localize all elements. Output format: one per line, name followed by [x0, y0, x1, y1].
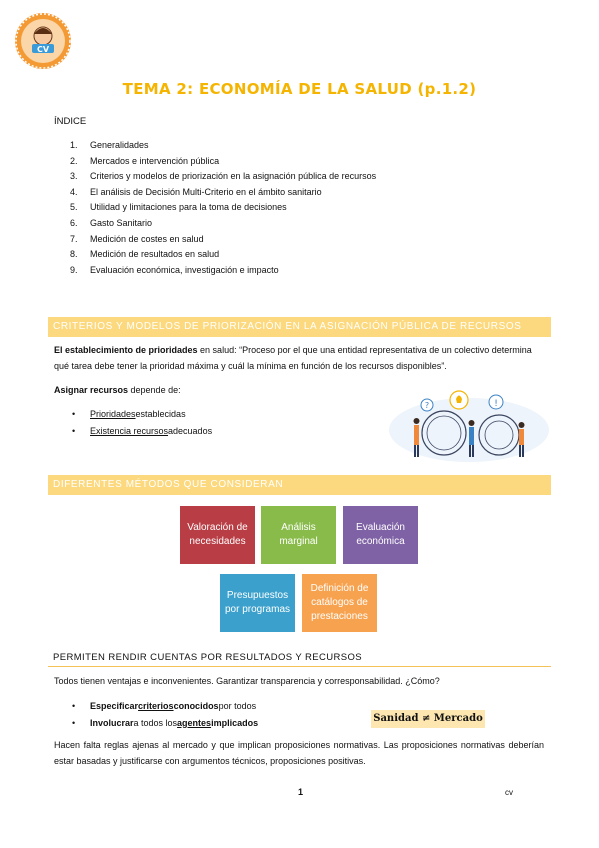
- asignar-bullets: [72, 405, 212, 439]
- index-item: 4. El análisis de Decisión Multi-Criterio en el ámbito sanitario: [70, 186, 322, 197]
- index-item: 8. Medición de resultados en salud: [70, 249, 220, 260]
- index-item: 1. Generalidades: [70, 140, 149, 150]
- index-item: 2. Mercados e intervención pública: [70, 155, 220, 166]
- index-item: 6. Gasto Sanitario: [70, 217, 153, 228]
- method-box-analisis: Análisis marginal: [261, 506, 336, 564]
- index-item: 5. Utilidad y limitaciones para la toma de decisiones: [70, 202, 287, 213]
- sanidad-mercado-formula: Sanidad ≠ Mercado: [371, 710, 485, 728]
- ventajas-paragraph: Todos tienen ventajas e inconvenientes. Garantizar transparencia y corresponsabilidad. ¿Cómo?: [54, 676, 440, 686]
- list-item: • Especificar criterios conocidos por todos: [72, 700, 257, 711]
- como-bullets: [72, 697, 258, 731]
- people-ideas-illustration-icon: [384, 385, 549, 463]
- method-box-valoracion: Valoración de necesidades: [180, 506, 255, 564]
- page-title: TEMA 2: ECONOMÍA DE LA SALUD (p.1.2): [122, 80, 477, 98]
- list-item: • Prioridades establecidas: [72, 408, 186, 419]
- asignar-paragraph: Asignar recursos depende de:: [54, 385, 181, 395]
- svg-text:?: ?: [424, 401, 430, 410]
- index-item: 9. Evaluación económica, investigación e impacto: [70, 264, 279, 275]
- method-box-catalogos: Definición de catálogos de prestaciones: [302, 574, 377, 632]
- definition-paragraph: El establecimiento de prioridades en salud: “Proceso por el que una entidad representativa de un colectivo determina qué tarea debe tener la prioridad máxima y cuál la mínima en función de los recursos disponibles”.: [54, 345, 532, 371]
- method-box-presupuestos: Presupuestos por programas: [220, 574, 295, 632]
- section-heading-rendir-cuentas: PERMITEN RENDIR CUENTAS POR RESULTADOS Y RECURSOS: [48, 648, 551, 667]
- page-number: 1: [298, 787, 304, 797]
- index-heading: ÍNDICE: [54, 116, 87, 127]
- svg-text:!: !: [494, 399, 498, 409]
- section-heading-metodos: DIFERENTES MÉTODOS QUE CONSIDERAN: [48, 475, 551, 495]
- index-item: 3. Criterios y modelos de priorización en la asignación pública de recursos: [70, 171, 377, 182]
- student-mascot-logo-icon: [14, 12, 72, 70]
- list-item: • Involucrar a todos los agentes implicados: [72, 717, 259, 728]
- reglas-paragraph: Hacen falta reglas ajenas al mercado y que implican proposiciones normativas. Las proposiciones normativas deberían estar basadas y justificarse con argumentos técnicos, proposiciones positivas.: [54, 740, 544, 766]
- index-item: 7. Medición de costes en salud: [70, 233, 204, 244]
- method-box-evaluacion: Evaluación económica: [343, 506, 418, 564]
- footer-initials: cv: [505, 788, 513, 797]
- section-heading-criterios: CRITERIOS Y MODELOS DE PRIORIZACIÓN EN LA ASIGNACIÓN PÚBLICA DE RECURSOS: [48, 317, 551, 337]
- list-item: • Existencia recursos adecuados: [72, 425, 213, 436]
- index-list: [70, 140, 376, 280]
- logo-text: CV: [36, 45, 50, 54]
